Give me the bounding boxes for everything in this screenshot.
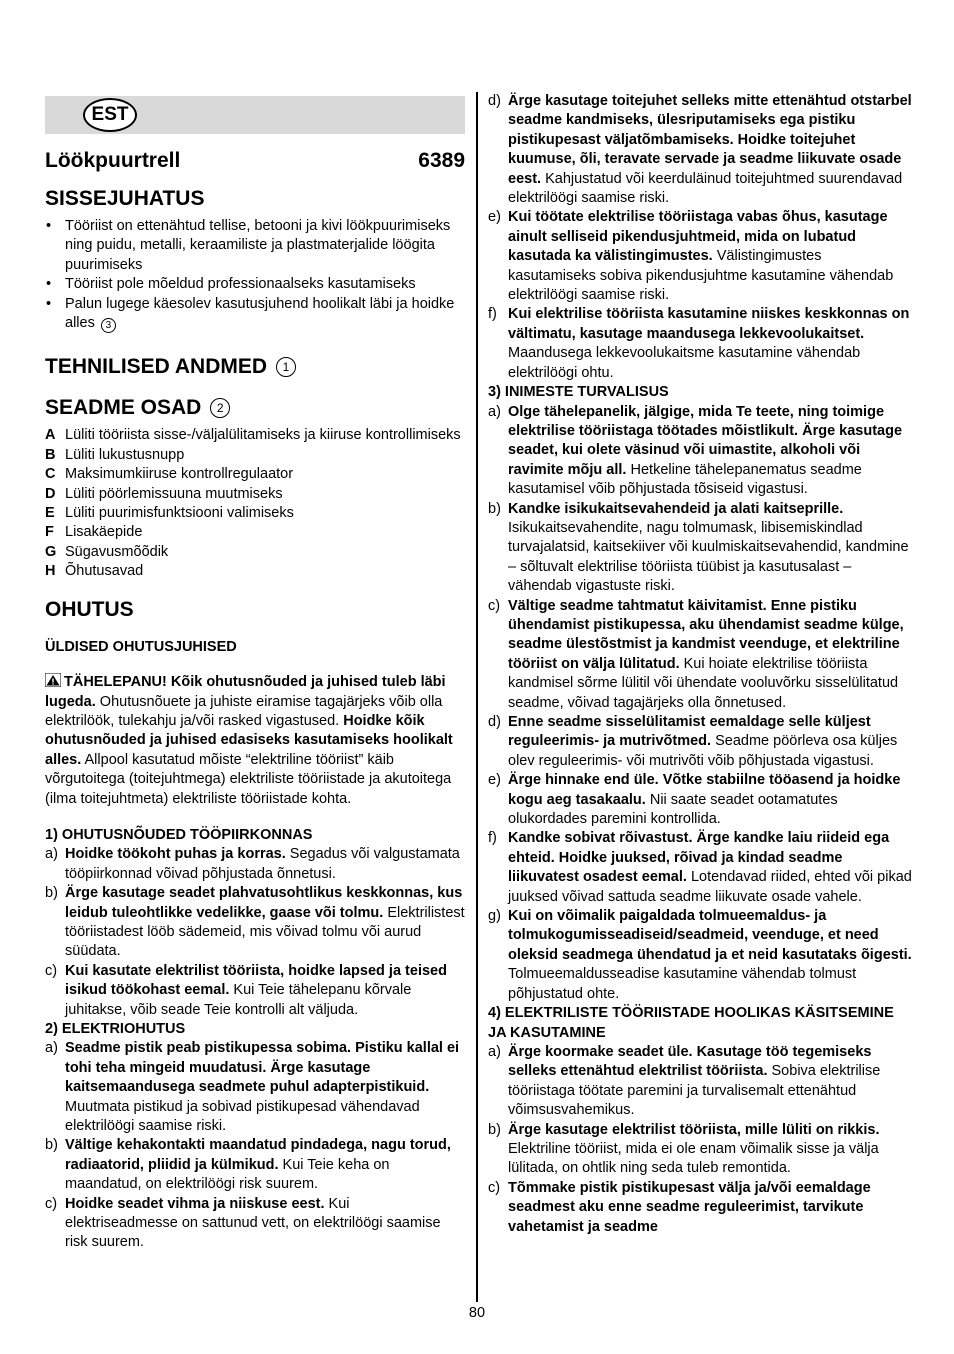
safety-item-bold: Kui töötate elektrilise tööriistaga vabas õhus, kasutage ainult selliseid pikendusjuhtmeid, mida on lubatud kasutada ka välistingimustes.	[508, 209, 888, 265]
safety-item-letter: a)	[45, 846, 58, 863]
parts-item	[45, 543, 465, 562]
intro-bullet: • Palun lugege käesolev kasutusjuhend hoolikalt läbi ja hoidke alles 3	[45, 295, 465, 334]
general-safety-heading: ÜLDISED OHUTUSJUHISED	[45, 638, 237, 655]
language-bar	[45, 96, 465, 134]
safety-item	[45, 962, 465, 1020]
safety-item-body	[508, 208, 912, 305]
warning-paragraph: TÄHELEPANU! Kõik ohutusnõuded ja juhised tuleb läbi lugeda. Ohutusnõuete ja juhiste eiramise tagajärjeks võib olla elektrilöök, tulekahju ja/või rasked vigastused. Hoidke kõik ohutusnõuded ja juhised edasiseks kasutamiseks hoolikalt alles. Allpool kasutatud mõiste “elektriline tööriist” käib võrgutoitega (toitejuhtmega) elektriliste tööriistade ja akutoitega (ilma toitejuhtmeta) elektriliste tööriistade kohta.	[45, 674, 453, 807]
parts-item	[45, 446, 465, 465]
safety-item-letter: c)	[488, 1179, 501, 1196]
parts-item	[45, 562, 465, 581]
sec2-list-continued	[488, 92, 912, 383]
safety-item-bold: Kui on võimalik paigaldada tolmueemaldus- ja tolmukogumisseadiseid/seadmeid, veenduge, et need oleksid seadmega ühendatud ja et neid kasutataks õigesti.	[508, 908, 912, 963]
safety-item-body	[65, 1195, 465, 1253]
safety-item-body	[65, 962, 465, 1020]
safety-item-letter: b)	[488, 1121, 501, 1138]
safety-item	[488, 771, 912, 829]
parts-item	[45, 504, 465, 523]
sec1-list	[45, 845, 465, 1020]
warning-triangle-icon	[45, 673, 61, 687]
sec3-heading: 3) INIMESTE TURVALISUS	[488, 384, 669, 401]
parts-item	[45, 485, 465, 504]
safety-item-text: Sobiva elektrilise tööriistaga töötate paremini ja turvalisemalt ettenähtud võimsusvahemikus.	[508, 1063, 881, 1119]
safety-item-text: Kui Teie tähelepanu kõrvale juhitakse, võib seade Teie kontrolli alt väljuda.	[65, 982, 412, 1018]
parts-item-text: Lüliti puurimisfunktsiooni valimiseks	[65, 505, 294, 522]
safety-item-text: Kui Teie keha on maandatud, on elektrilöögi risk suurem.	[65, 1156, 390, 1193]
safety-item-letter: c)	[45, 962, 58, 979]
parts-list	[45, 426, 465, 581]
safety-item-bold: Kui elektrilise tööriista kasutamine niiskes keskkonnas on vältimatu, kasutage maandusega lekkevoolukaitset.	[508, 306, 910, 342]
safety-item-bold: Ärge koormake seadet üle. Kasutage töö tegemiseks selleks ettenähtud elektrilist tööriista.	[508, 1043, 872, 1080]
safety-item-body	[65, 884, 465, 962]
safety-item-body	[65, 1039, 465, 1136]
safety-item-body	[508, 907, 912, 1004]
safety-item	[488, 92, 912, 208]
safety-item-body	[508, 829, 912, 907]
left-column	[45, 96, 465, 1253]
safety-item	[488, 1121, 912, 1179]
safety-item-body	[508, 500, 912, 597]
parts-item-key: D	[45, 485, 56, 502]
safety-item-text: Kui elektriseadmesse on sattunud vett, on elektrilöögi saamise risk suurem.	[65, 1195, 441, 1251]
safety-item-text: Välistingimustes kasutamiseks sobiva pikendusjuhtme kasutamine vähendab elektrilöögi saamise riski.	[508, 248, 894, 304]
safety-item-letter: c)	[488, 597, 501, 614]
parts-heading: SEADME OSAD 2	[45, 396, 465, 420]
safety-item-text: Isikukaitsevahendite, nagu tolmumask, libisemiskindlad turvajalatsid, kaitsekiiver või kuulmiskaitsevahendid, kandmine – sõltuvalt elektrilise tööriista tüübist ja kasutusalast – vähendab vigastuste riski.	[508, 519, 909, 595]
parts-item-text: Maksimumkiiruse kontrollregulaator	[65, 466, 294, 483]
product-name: Löökpuurtrell	[45, 149, 181, 172]
safety-item-body	[508, 1179, 912, 1237]
safety-item	[488, 500, 912, 597]
safety-item	[45, 1039, 465, 1136]
safety-item-letter: b)	[45, 1137, 58, 1154]
safety-item	[488, 907, 912, 1004]
safety-item	[45, 1136, 465, 1194]
safety-item	[45, 845, 465, 884]
safety-item-letter: b)	[45, 885, 58, 902]
safety-item-bold: Kui kasutate elektrilist tööriista, hoidke lapsed ja teised isikud töökohast eemal.	[65, 962, 447, 999]
safety-item-text: Elektrilistest tööriistadest lööb sädemeid, mis võivad tolmu või aurud süüdata.	[65, 904, 465, 960]
safety-item-text: Elektriline tööriist, mida ei ole enam võimalik sisse ja välja lülitada, on ohtlik ning seda tuleb remontida.	[508, 1140, 879, 1177]
safety-item-body	[508, 403, 912, 500]
safety-item-text: Nii saate seadet ootamatutes olukordades paremini kontrollida.	[508, 791, 838, 828]
safety-item-body	[508, 771, 912, 829]
safety-item-bold: Ärge kasutage toitejuhet selleks mitte ettenähtud otstarbel seadme kandmiseks, ülesriputamiseks ega pistiku pistikupesast väljatõmbamiseks. Hoidke toitejuhet kuumuse, õli, teravate servade ja seadme liikuvate osade eest.	[508, 93, 912, 187]
safety-item-letter: g)	[488, 908, 501, 925]
safety-item-bold: Hoidke seadet vihma ja niiskuse eest.	[65, 1195, 325, 1212]
parts-item-key: H	[45, 563, 56, 580]
parts-item-key: C	[45, 466, 56, 483]
safety-item-body	[508, 305, 912, 383]
safety-item-letter: a)	[45, 1040, 58, 1057]
safety-item-body	[508, 92, 912, 208]
safety-item-text: Hetkeline tähelepanematus seadme kasutamisel võib põhjustada tõsiseid vigastusi.	[508, 461, 862, 498]
parts-item	[45, 426, 465, 445]
safety-item-bold: Hoidke töökoht puhas ja korras.	[65, 846, 286, 863]
safety-item-body	[508, 1121, 912, 1179]
sec3-list	[488, 403, 912, 1005]
safety-item-text: Lotendavad riided, ehted või pikad juuksed võivad sattuda seadme liikuvate osade vahele.	[508, 869, 912, 905]
parts-item-text: Õhutusavad	[65, 563, 144, 580]
sec2-list	[45, 1039, 465, 1252]
sec1-heading: 1) OHUTUSNÕUDED TÖÖPIIRKONNAS	[45, 826, 313, 843]
safety-item-letter: e)	[488, 209, 501, 226]
intro-heading: SISSEJUHATUS	[45, 187, 205, 210]
safety-item-letter: f)	[488, 830, 497, 847]
safety-item-letter: a)	[488, 403, 501, 420]
column-divider	[476, 92, 478, 1302]
safety-item-bold: Vältige kehakontakti maandatud pindadega, nagu torud, radiaatorid, pliidid ja külmikud.	[65, 1137, 451, 1173]
safety-item-letter: e)	[488, 772, 501, 789]
safety-item	[488, 597, 912, 713]
safety-item-bold: Enne seadme sisselülitamist eemaldage selle küljest reguleerimis- ja mutrivõtmed.	[508, 714, 871, 750]
safety-item-bold: Olge tähelepanelik, jälgige, mida Te teete, ning toimige elektrilise tööriistaga töötades mõistlikult. Ärge kasutage seadet, kui olete väsinud või uimastite, alkoholi või ravimite mõju all.	[508, 403, 903, 478]
safety-item	[488, 1043, 912, 1121]
parts-item-text: Sügavusmõõdik	[65, 543, 169, 560]
parts-item-key: F	[45, 524, 54, 541]
safety-item-letter: b)	[488, 500, 501, 517]
safety-item-letter: a)	[488, 1043, 501, 1060]
parts-item	[45, 465, 465, 484]
product-title	[45, 149, 465, 173]
intro-bullet: • Tööriist pole mõeldud professionaalseks kasutamiseks	[45, 275, 465, 294]
parts-item-text: Lüliti tööriista sisse-/väljalülitamiseks ja kiiruse kontrollimiseks	[65, 427, 461, 444]
safety-item-body	[65, 1136, 465, 1194]
safety-item	[488, 305, 912, 383]
parts-item-text: Lüliti lukustusnupp	[65, 446, 185, 463]
safety-item	[45, 884, 465, 962]
safety-item-bold: Kandke sobivat rõivastust. Ärge kandke laiu riideid ega ehteid. Hoidke juuksed, rõivad ja kindad seadme liikuvatest osadest eemal.	[508, 830, 890, 886]
tech-heading: TEHNILISED ANDMED 1	[45, 355, 465, 379]
parts-item-key: A	[45, 427, 56, 444]
parts-item-key: E	[45, 505, 55, 522]
safety-item-text: Maandusega lekkevoolukaitsme kasutamine vähendab elektrilöögi ohtu.	[508, 345, 861, 381]
safety-item-bold: Seadme pistik peab pistikupessa sobima. Pistiku kallal ei tohi teha mingeid muudatusi. Ärge kasutage kaitsemaandusega seadmete puhul adapterpistikuid.	[65, 1040, 460, 1096]
parts-item-key: G	[45, 543, 57, 560]
safety-item-bold: Tõmmake pistik pistikupesast välja ja/või eemaldage seadmest aku enne seadme reguleerimist, tarvikute vahetamist ja seadme	[508, 1179, 871, 1235]
safety-item-body	[65, 845, 465, 884]
safety-item	[488, 829, 912, 907]
safety-item	[488, 208, 912, 305]
parts-item	[45, 523, 465, 542]
safety-item-bold: Vältige seadme tahtmatut käivitamist. Enne pistiku ühendamist pistikupessa, aku ühendamist seadme külge, seadme ülestõstmist ja kandmist veenduge, et elektriline tööriist on välja lülitatud.	[508, 597, 904, 672]
safety-item-bold: Kandke isikukaitsevahendeid ja alati kaitseprille.	[508, 500, 844, 517]
safety-item-bold: Ärge kasutage elektrilist tööriista, mille lüliti on rikkis.	[508, 1121, 880, 1138]
product-model: 6389	[418, 149, 465, 172]
safety-item-text: Muutmata pistikud ja sobivad pistikupesad vähendavad elektrilöögi saamise riski.	[65, 1098, 420, 1135]
safety-item-body	[508, 597, 912, 713]
intro-list	[45, 217, 465, 333]
parts-item-text: Lüliti pöörlemissuuna muutmiseks	[65, 485, 283, 502]
safety-item-bold: Ärge kasutage seadet plahvatusohtlikus keskkonnas, kus leidub tuleohtlikke vedelikke, gaase või tolmu.	[65, 885, 463, 921]
figure-ref: 3	[101, 318, 116, 333]
figure-ref: 1	[276, 357, 296, 377]
safety-item	[45, 1195, 465, 1253]
parts-item-key: B	[45, 446, 56, 463]
safety-item-text: Kahjustatud või keerduläinud toitejuhtmed suurendavad elektrilöögi saamise riski.	[508, 170, 903, 207]
safety-item-body	[508, 713, 912, 771]
safety-item-body	[508, 1043, 912, 1121]
right-column	[488, 92, 912, 1237]
figure-ref: 2	[210, 398, 230, 418]
safety-item-letter: d)	[488, 93, 501, 109]
safety-item-letter: d)	[488, 714, 501, 730]
safety-item	[488, 403, 912, 500]
sec4-list	[488, 1043, 912, 1237]
sec2-heading: 2) ELEKTRIOHUTUS	[45, 1021, 186, 1037]
safety-item-text: Tolmueemaldusseadise kasutamine vähendab tolmust põhjustatud ohte.	[508, 966, 857, 1002]
safety-item-bold: Ärge hinnake end üle. Võtke stabiilne tööasend ja hoidke kogu aeg tasakaalu.	[508, 772, 901, 808]
safety-item-text: Seadme pöörleva osa küljes olev reguleerimis- või mutrivõti võib põhjustada vigastusi.	[508, 733, 898, 769]
page-number: 80	[468, 1305, 486, 1321]
safety-item-text: Kui hoiate elektrilise tööriista kandmisel sõrme lülitil või ühendate vooluvõrku sisselülitatud seadme, võivad tagajärjeks olla õnnetused.	[508, 655, 899, 711]
intro-bullet: • Tööriist on ettenähtud tellise, betooni ja kivi löökpuurimiseks ning puidu, metalli, keraamiliste ja plastmaterjalide löögita puurimiseks	[45, 217, 465, 275]
language-badge: EST	[83, 98, 137, 132]
safety-item	[488, 1179, 912, 1237]
safety-item-text: Segadus või valgustamata tööpiirkonnad võivad põhjustada õnnetusi.	[65, 846, 460, 882]
safety-item	[488, 713, 912, 771]
parts-item-text: Lisakäepide	[65, 524, 143, 541]
safety-heading: OHUTUS	[45, 597, 134, 621]
safety-item-letter: c)	[45, 1195, 58, 1212]
sec4-heading: 4) ELEKTRILISTE TÖÖRIISTADE HOOLIKAS KÄSITSEMINE JA KASUTAMINE	[488, 1005, 894, 1041]
safety-item-letter: f)	[488, 306, 497, 323]
